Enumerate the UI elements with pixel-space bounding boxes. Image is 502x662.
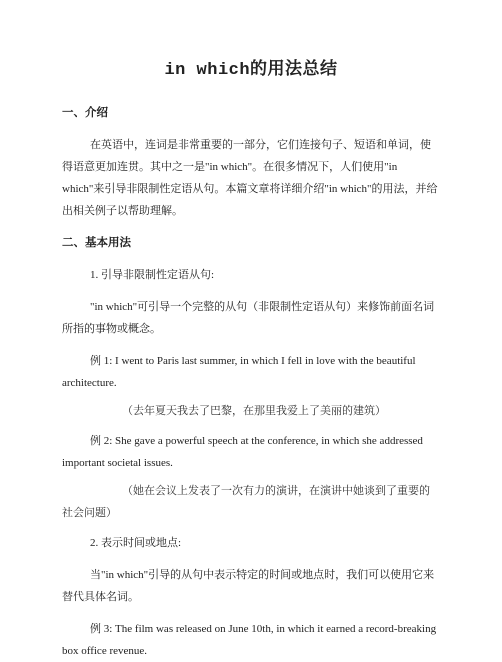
- usage-point-1: 1. 引导非限制性定语从句:: [90, 269, 215, 281]
- section-intro: [62, 102, 440, 222]
- usage-point-2-description: 当"in which"引导的从句中表示特定的时间或地点时，我们可以使用它来替代具体名词。: [62, 569, 435, 603]
- usage-point-2: 2. 表示时间或地点:: [90, 537, 182, 549]
- example-1-translation: （去年夏天我去了巴黎，在那里我爱上了美丽的建筑）: [122, 405, 386, 417]
- example-1: 例 1: I went to Paris last summer, in which I fell in love with the beautiful architecture.: [62, 355, 416, 389]
- example-2: 例 2: She gave a powerful speech at the conference, in which she addressed important societal issues.: [62, 435, 423, 469]
- example-3: 例 3: The film was released on June 10th, in which it earned a record-breaking box office revenue.: [62, 623, 437, 657]
- section-heading-intro: 一、介绍: [62, 105, 108, 119]
- example-2-translation: （她在会议上发表了一次有力的演讲，在演讲中她谈到了重要的社会问题）: [62, 485, 430, 519]
- usage-point-1-description: "in which"可引导一个完整的从句（非限制性定语从句）来修饰前面名词所指的事物或概念。: [62, 301, 435, 335]
- document-title: in which的用法总结: [164, 61, 338, 80]
- intro-paragraph: 在英语中，连词是非常重要的一部分，它们连接句子、短语和单词，使得语意更加连贯。其中之一是"in which"。在很多情况下，人们使用"in which"来引导非限制性定语从句。本篇文章将详细介绍"in which"的用法，并给出相关例子以帮助理解。: [62, 139, 438, 217]
- section-basic-usage: [62, 232, 440, 662]
- section-heading-basic-usage: 二、基本用法: [62, 235, 131, 249]
